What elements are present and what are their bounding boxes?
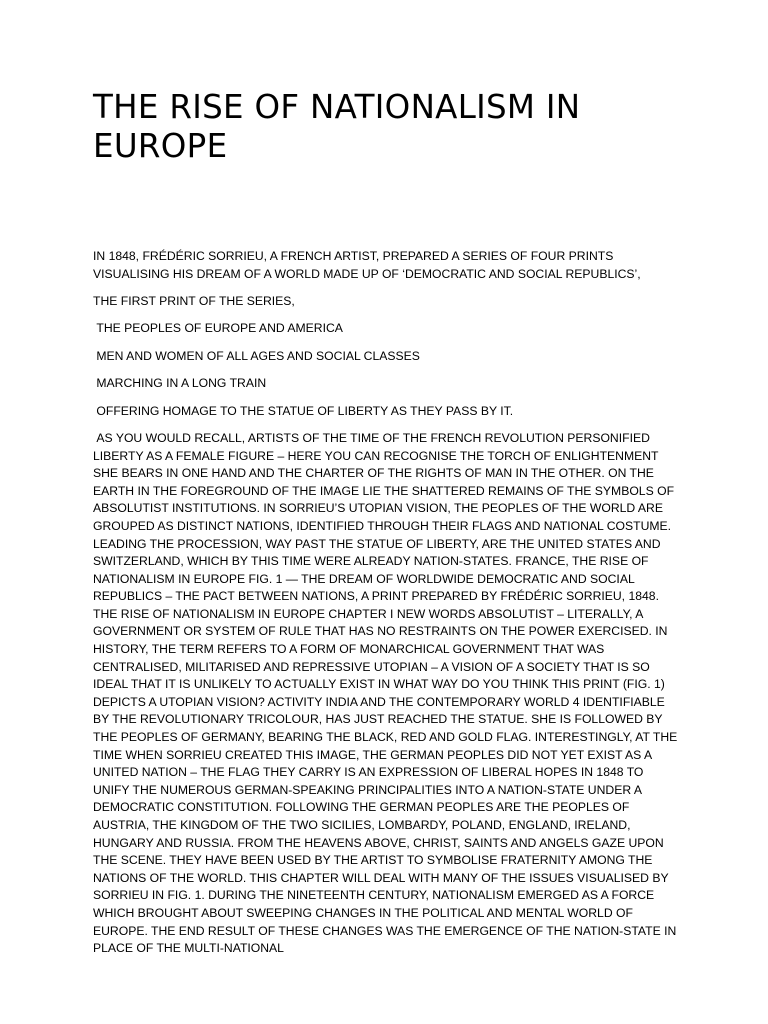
paragraph: AS YOU WOULD RECALL, ARTISTS OF THE TIME OF THE FRENCH REVOLUTION PERSONIFIED LIBERTY AS A FEMALE FIGURE – HERE YOU CAN RECOGNISE THE TORCH OF ENLIGHTENMENT SHE BEARS IN ONE HAND AND THE CHARTER OF THE RIGHTS OF MAN IN THE OTHER. ON THE EARTH IN THE FOREGROUND OF THE IMAGE LIE THE SHATTERED REMAINS OF THE SYMBOLS OF ABSOLUTIST INSTITUTIONS. IN SORRIEU’S UTOPIAN VISION, THE PEOPLES OF THE WORLD ARE GROUPED AS DISTINCT NATIONS, IDENTIFIED THROUGH THEIR FLAGS AND NATIONAL COSTUME. LEADING THE PROCESSION, WAY PAST THE STATUE OF LIBERTY, ARE THE UNITED STATES AND SWITZERLAND, WHICH BY THIS TIME WERE ALREADY NATION-STATES. FRANCE, THE RISE OF NATIONALISM IN EUROPE FIG. 1 — THE DREAM OF WORLDWIDE DEMOCRATIC AND SOCIAL REPUBLICS – THE PACT BETWEEN NATIONS, A PRINT PREPARED BY FRÉDÉRIC SORRIEU, 1848. THE RISE OF NATIONALISM IN EUROPE CHAPTER I NEW WORDS ABSOLUTIST – LITERALLY, A GOVERNMENT OR SYSTEM OF RULE THAT HAS NO RESTRAINTS ON THE POWER EXERCISED. IN HISTORY, THE TERM REFERS TO A FORM OF MONARCHICAL GOVERNMENT THAT WAS CENTRALISED, MILITARISED AND REPRESSIVE UTOPIAN – A VISION OF A SOCIETY THAT IS SO IDEAL THAT IT IS UNLIKELY TO ACTUALLY EXIST IN WHAT WAY DO YOU THINK THIS PRINT (FIG. 1) DEPICTS A UTOPIAN VISION? ACTIVITY INDIA AND THE CONTEMPORARY WORLD 4 IDENTIFIABLE BY THE REVOLUTIONARY TRICOLOUR, HAS JUST REACHED THE STATUE. SHE IS FOLLOWED BY THE PEOPLES OF GERMANY, BEARING THE BLACK, RED AND GOLD FLAG. INTERESTINGLY, AT THE TIME WHEN SORRIEU CREATED THIS IMAGE, THE GERMAN PEOPLES DID NOT YET EXIST AS A UNITED NATION – THE FLAG THEY CARRY IS AN EXPRESSION OF LIBERAL HOPES IN 1848 TO UNIFY THE NUMEROUS GERMAN-SPEAKING PRINCIPALITIES INTO A NATION-STATE UNDER A DEMOCRATIC CONSTITUTION. FOLLOWING THE GERMAN PEOPLES ARE THE PEOPLES OF AUSTRIA, THE KINGDOM OF THE TWO SICILIES, LOMBARDY, POLAND, ENGLAND, IRELAND, HUNGARY AND RUSSIA. FROM THE HEAVENS ABOVE, CHRIST, SAINTS AND ANGELS GAZE UPON THE SCENE. THEY HAVE BEEN USED BY THE ARTIST TO SYMBOLISE FRATERNITY AMONG THE NATIONS OF THE WORLD. THIS CHAPTER WILL DEAL WITH MANY OF THE ISSUES VISUALISED BY SORRIEU IN FIG. 1. DURING THE NINETEENTH CENTURY, NATIONALISM EMERGED AS A FORCE WHICH BROUGHT ABOUT SWEEPING CHANGES IN THE POLITICAL AND MENTAL WORLD OF EUROPE. THE END RESULT OF THESE CHANGES WAS THE EMERGENCE OF THE NATION-STATE IN PLACE OF THE MULTI-NATIONAL xyxy=(93,430,681,956)
document-page xyxy=(93,88,683,166)
paragraph: IN 1848, FRÉDÉRIC SORRIEU, A FRENCH ARTIST, PREPARED A SERIES OF FOUR PRINTS VISUALISING HIS DREAM OF A WORLD MADE UP OF ‘DEMOCRATIC AND SOCIAL REPUBLICS’, xyxy=(93,249,641,281)
paragraph: OFFERING HOMAGE TO THE STATUE OF LIBERTY AS THEY PASS BY IT. xyxy=(93,403,514,418)
document-title: THE RISE OF NATIONALISM IN EUROPE xyxy=(93,88,581,165)
paragraph: MEN AND WOMEN OF ALL AGES AND SOCIAL CLASSES xyxy=(93,348,420,363)
document-body xyxy=(93,248,683,968)
paragraph: THE PEOPLES OF EUROPE AND AMERICA xyxy=(93,321,343,336)
paragraph: MARCHING IN A LONG TRAIN xyxy=(93,376,267,391)
paragraph: THE FIRST PRINT OF THE SERIES, xyxy=(93,293,295,308)
